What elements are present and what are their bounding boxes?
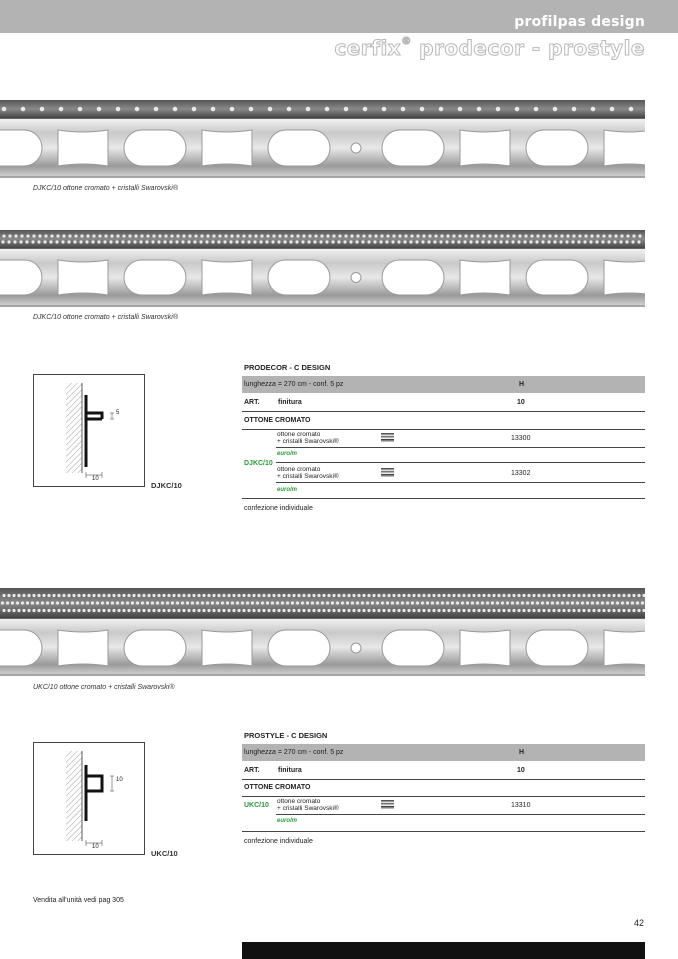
dim-height-2: 10 <box>116 777 123 783</box>
product-table-prodecor <box>242 361 645 521</box>
subtitle-main: cerfix <box>334 36 402 60</box>
divider <box>242 831 645 832</box>
profile-image-3 <box>0 588 645 676</box>
row-price-unit: euro/m <box>277 818 298 824</box>
divider <box>276 447 645 448</box>
h-value: 10 <box>517 767 525 774</box>
row-price-unit: euro/m <box>277 487 298 493</box>
footnote: Vendita all'unità vedi pag 305 <box>33 897 124 904</box>
finitura-header: finitura <box>278 399 302 406</box>
footer-bar <box>242 942 645 959</box>
profile-image-2 <box>0 230 645 307</box>
page-subtitle <box>334 36 645 60</box>
length-label: lunghezza = 270 cm - conf. 5 pz <box>244 381 344 388</box>
row-finish-line1: ottone cromato <box>277 466 321 473</box>
drawing-label-1: DJKC/10 <box>151 481 182 490</box>
profile-image-1 <box>0 100 645 178</box>
h-header: H <box>519 381 525 388</box>
table-title: PRODECOR - C DESIGN <box>244 363 331 372</box>
finish-swatch <box>381 468 394 477</box>
section-title: OTTONE CROMATO <box>244 417 311 424</box>
table-length-row <box>242 744 645 761</box>
technical-drawing-djkc10 <box>33 374 145 487</box>
row-finish-line2: + cristalli Swarovski® <box>277 805 339 812</box>
page-number: 42 <box>633 918 644 928</box>
row-number: 13302 <box>511 470 531 477</box>
art-header: ART. <box>244 399 260 406</box>
finish-swatch <box>381 433 394 442</box>
profile-caption-3: UKC/10 ottone cromato + cristalli Swarovski® <box>33 684 175 691</box>
finitura-header: finitura <box>278 767 302 774</box>
row-finish-line1: ottone cromato <box>277 431 321 438</box>
technical-drawing-ukc10 <box>33 742 145 855</box>
row-finish-line1: ottone cromato <box>277 798 321 805</box>
row-number: 13310 <box>511 802 531 809</box>
article-code: DJKC/10 <box>244 460 273 467</box>
brand-title: profilpas design <box>514 14 645 30</box>
divider <box>242 498 645 499</box>
packaging-note: confezione individuale <box>244 838 313 845</box>
drawing-label-2: UKC/10 <box>151 849 178 858</box>
h-value: 10 <box>517 399 525 406</box>
section-title: OTTONE CROMATO <box>244 784 311 791</box>
divider <box>242 779 645 780</box>
subtitle-rest: prodecor - prostyle <box>411 36 645 60</box>
table-title: PROSTYLE - C DESIGN <box>244 731 328 740</box>
divider <box>242 411 645 412</box>
article-code: UKC/10 <box>244 802 269 809</box>
divider <box>242 429 645 430</box>
row-finish-line2: + cristalli Swarovski® <box>277 473 339 480</box>
finish-swatch <box>381 800 394 809</box>
row-number: 13300 <box>511 435 531 442</box>
h-header: H <box>519 749 525 756</box>
row-finish-line2: + cristalli Swarovski® <box>277 438 339 445</box>
divider <box>276 814 645 815</box>
dim-height-1: 5 <box>116 410 120 416</box>
length-label: lunghezza = 270 cm - conf. 5 pz <box>244 749 344 756</box>
art-header: ART. <box>244 767 260 774</box>
dim-width-2: 10 <box>92 844 99 850</box>
profile-caption-2: DJKC/10 ottone cromato + cristalli Swarovski® <box>33 314 179 321</box>
divider <box>276 462 645 463</box>
divider <box>242 796 645 797</box>
divider <box>276 482 645 483</box>
packaging-note: confezione individuale <box>244 505 313 512</box>
dim-width-1: 10 <box>92 476 99 482</box>
table-length-row <box>242 376 645 393</box>
row-price-unit: euro/m <box>277 451 298 457</box>
product-table-prostyle <box>242 729 645 854</box>
profile-caption-1: DJKC/10 ottone cromato + cristalli Swarovski® <box>33 185 179 192</box>
subtitle-reg-mark: ® <box>401 36 412 47</box>
